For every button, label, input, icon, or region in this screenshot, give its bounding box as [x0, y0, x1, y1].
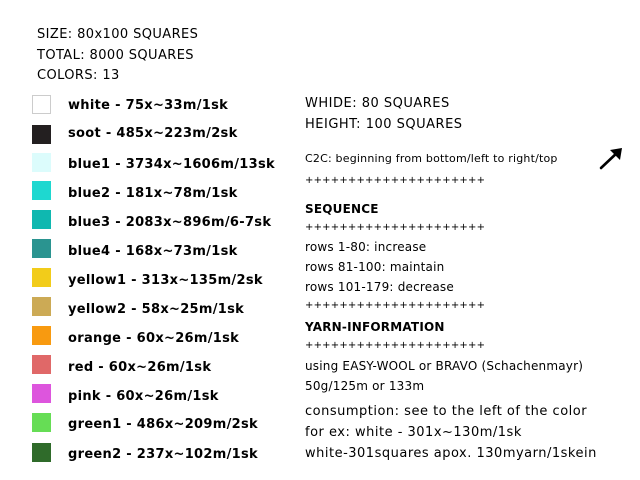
separator-3: +++++++++++++++++++++ — [305, 300, 486, 311]
color-label-yellow1: yellow1 - 313x~135m/2sk — [68, 273, 263, 288]
example-detail-text: white-301squares apox. 130myarn/1skein — [305, 446, 597, 461]
swatch-blue4 — [32, 239, 51, 258]
color-label-pink: pink - 60x~26m/1sk — [68, 389, 219, 404]
color-label-white: white - 75x~33m/1sk — [68, 98, 229, 113]
width-text: WHIDE: 80 SQUARES — [305, 96, 450, 111]
consumption-text: consumption: see to the left of the color — [305, 404, 588, 419]
color-label-blue2: blue2 - 181x~78m/1sk — [68, 186, 238, 201]
swatch-orange — [32, 326, 51, 345]
color-label-red: red - 60x~26m/1sk — [68, 360, 212, 375]
color-label-orange: orange - 60x~26m/1sk — [68, 331, 240, 346]
yarn-info-title: YARN-INFORMATION — [305, 320, 445, 334]
swatch-blue1 — [32, 153, 51, 172]
color-label-green2: green2 - 237x~102m/1sk — [68, 447, 258, 462]
arrow-up-right-icon — [598, 146, 624, 172]
sequence-title: SEQUENCE — [305, 202, 379, 216]
separator-2: +++++++++++++++++++++ — [305, 222, 486, 233]
colors-count-text: COLORS: 13 — [37, 68, 120, 83]
swatch-blue3 — [32, 210, 51, 229]
separator-1: +++++++++++++++++++++ — [305, 175, 486, 186]
color-label-soot: soot - 485x~223m/2sk — [68, 126, 238, 141]
swatch-green2 — [32, 443, 51, 462]
swatch-yellow2 — [32, 297, 51, 316]
rows-maintain-text: rows 81-100: maintain — [305, 260, 445, 274]
color-label-green1: green1 - 486x~209m/2sk — [68, 417, 258, 432]
c2c-text: C2C: beginning from bottom/left to right/top — [305, 152, 558, 165]
yarn-brand-text: using EASY-WOOL or BRAVO (Schachenmayr) — [305, 359, 584, 373]
rows-increase-text: rows 1-80: increase — [305, 240, 427, 254]
rows-decrease-text: rows 101-179: decrease — [305, 280, 454, 294]
swatch-red — [32, 355, 51, 374]
yarn-weight-text: 50g/125m or 133m — [305, 379, 425, 393]
height-text: HEIGHT: 100 SQUARES — [305, 117, 463, 132]
size-text: SIZE: 80x100 SQUARES — [37, 27, 199, 42]
color-label-yellow2: yellow2 - 58x~25m/1sk — [68, 302, 245, 317]
swatch-yellow1 — [32, 268, 51, 287]
swatch-white — [32, 95, 51, 114]
separator-4: +++++++++++++++++++++ — [305, 340, 486, 351]
total-text: TOTAL: 8000 SQUARES — [37, 48, 194, 63]
swatch-green1 — [32, 413, 51, 432]
swatch-soot — [32, 125, 51, 144]
swatch-blue2 — [32, 181, 51, 200]
color-label-blue4: blue4 - 168x~73m/1sk — [68, 244, 238, 259]
swatch-pink — [32, 384, 51, 403]
example-text: for ex: white - 301x~130m/1sk — [305, 425, 522, 440]
color-label-blue1: blue1 - 3734x~1606m/13sk — [68, 157, 275, 172]
color-label-blue3: blue3 - 2083x~896m/6-7sk — [68, 215, 272, 230]
